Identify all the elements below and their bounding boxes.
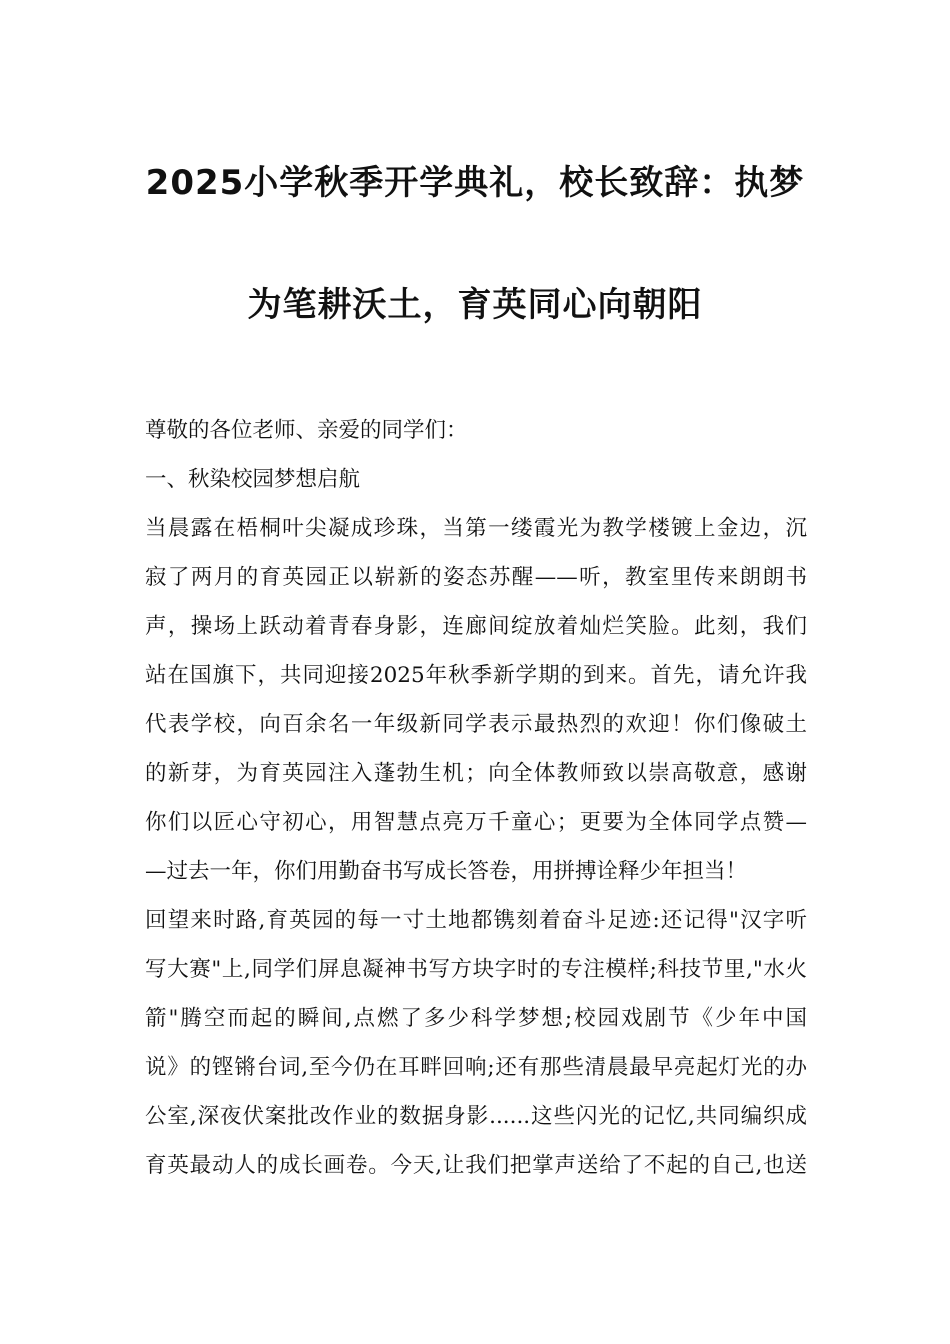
document-body [145,412,807,1196]
document-title-line-2: 为笔耕沃土，育英同心向朝阳 [247,285,703,325]
paragraph-line: 箭"腾空而起的瞬间,点燃了多少科学梦想;校园戏剧节《少年中国 [145,1006,807,1031]
paragraph-line: 回望来时路,育英园的每一寸土地都镌刻着奋斗足迹:还记得"汉字听 [145,908,807,933]
paragraph-line: 声，操场上跃动着青春身影，连廊间绽放着灿烂笑脸。此刻，我们 [145,614,807,639]
paragraph-line: 你们以匠心守初心，用智慧点亮万千童心；更要为全体同学点赞— [145,810,807,835]
paragraph-line: 说》的铿锵台词,至今仍在耳畔回响;还有那些清晨最早亮起灯光的办 [145,1055,807,1080]
paragraph-line: 的新芽，为育英园注入蓬勃生机；向全体教师致以崇高敬意，感谢 [145,761,807,786]
paragraph-line: 当晨露在梧桐叶尖凝成珍珠，当第一缕霞光为教学楼镀上金边，沉 [145,516,807,541]
paragraph-line: 寂了两月的育英园正以崭新的姿态苏醒——听，教室里传来朗朗书 [145,565,807,590]
paragraph-line: 站在国旗下，共同迎接2025年秋季新学期的到来。首先，请允许我 [145,663,807,688]
paragraph-line: —过去一年，你们用勤奋书写成长答卷，用拼搏诠释少年担当！ [145,859,748,884]
salutation: 尊敬的各位老师、亲爱的同学们： [145,418,468,443]
paragraph-line: 写大赛"上,同学们屏息凝神书写方块字时的专注模样;科技节里,"水火 [145,957,807,982]
paragraph-line: 公室,深夜伏案批改作业的数据身影......这些闪光的记忆,共同编织成 [145,1104,807,1129]
section-heading: 一、秋染校园梦想启航 [145,467,361,492]
document-title-line-1: 2025小学秋季开学典礼，校长致辞：执梦 [145,163,805,203]
paragraph-line: 代表学校，向百余名一年级新同学表示最热烈的欢迎！你们像破土 [145,712,807,737]
paragraph-line: 育英最动人的成长画卷。今天,让我们把掌声送给了不起的自己,也送 [145,1153,807,1178]
